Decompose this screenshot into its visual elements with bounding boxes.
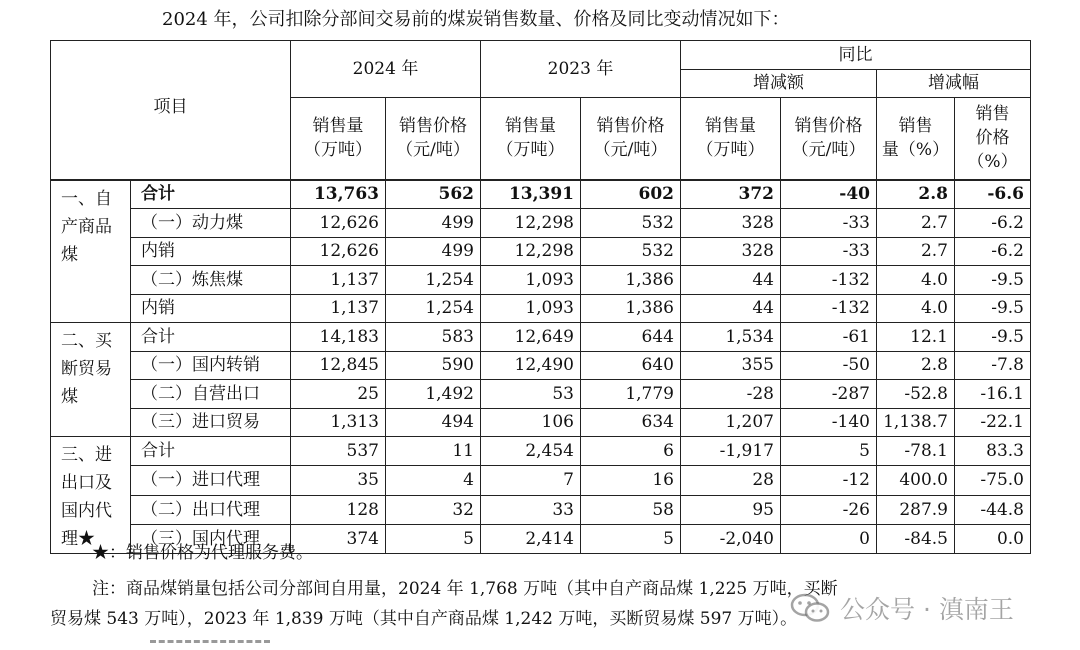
coal-sales-table xyxy=(50,40,1031,554)
cell-value: -75.0 xyxy=(955,466,1031,495)
cell-value: -6.2 xyxy=(955,209,1031,238)
cell-value: -9.5 xyxy=(955,323,1031,352)
header-price-rate: 销售 价格 （%） xyxy=(955,98,1031,180)
header-yoy: 同比 xyxy=(681,41,1031,70)
cell-value: 499 xyxy=(386,209,481,238)
cell-value: 0.0 xyxy=(955,524,1031,553)
cell-value: 2.7 xyxy=(877,237,955,266)
cell-value: -140 xyxy=(781,408,877,437)
cell-value: -132 xyxy=(781,294,877,323)
cell-value: 14,183 xyxy=(291,323,386,352)
cell-value: 7 xyxy=(481,466,581,495)
cell-value: 12,845 xyxy=(291,351,386,380)
cell-value: 33 xyxy=(481,495,581,524)
watermark-text: 公众号 · 滇南王 xyxy=(840,595,1014,624)
cell-value: -7.8 xyxy=(955,351,1031,380)
cell-value: -9.5 xyxy=(955,266,1031,295)
row-label: （二）自营出口 xyxy=(131,380,291,409)
cell-value: -52.8 xyxy=(877,380,955,409)
cell-value: 532 xyxy=(581,209,681,238)
cell-value: 32 xyxy=(386,495,481,524)
cell-value: 28 xyxy=(681,466,781,495)
cell-value: 644 xyxy=(581,323,681,352)
cell-value: 13,763 xyxy=(291,180,386,209)
wechat-icon xyxy=(790,592,830,624)
cell-value: 1,386 xyxy=(581,266,681,295)
cell-value: 1,492 xyxy=(386,380,481,409)
row-label: 内销 xyxy=(131,237,291,266)
header-volume-change: 销售量 （万吨） xyxy=(681,98,781,180)
cell-value: 355 xyxy=(681,351,781,380)
cell-value: -22.1 xyxy=(955,408,1031,437)
table-row xyxy=(51,380,1031,409)
cell-value: 2.7 xyxy=(877,209,955,238)
cell-value: 2,454 xyxy=(481,437,581,466)
header-project: 项目 xyxy=(51,41,291,180)
cell-value: 16 xyxy=(581,466,681,495)
cell-value: 1,137 xyxy=(291,266,386,295)
cell-value: 12,490 xyxy=(481,351,581,380)
cell-value: -287 xyxy=(781,380,877,409)
cell-value: -44.8 xyxy=(955,495,1031,524)
cell-value: 25 xyxy=(291,380,386,409)
cell-value: 12,626 xyxy=(291,209,386,238)
cell-value: -1,917 xyxy=(681,437,781,466)
header-volume-2023: 销售量 （万吨） xyxy=(481,98,581,180)
row-label: （二）出口代理 xyxy=(131,495,291,524)
cell-value: 328 xyxy=(681,237,781,266)
cell-value: 1,779 xyxy=(581,380,681,409)
header-price-2023: 销售价格 （元/吨） xyxy=(581,98,681,180)
cell-value: -78.1 xyxy=(877,437,955,466)
cell-value: 499 xyxy=(386,237,481,266)
row-label: 合计 xyxy=(131,180,291,209)
cell-value: 13,391 xyxy=(481,180,581,209)
cell-value: 374 xyxy=(291,524,386,553)
row-label: （一）进口代理 xyxy=(131,466,291,495)
cell-value: 532 xyxy=(581,237,681,266)
cell-value: 1,534 xyxy=(681,323,781,352)
cell-value: 1,137 xyxy=(291,294,386,323)
cell-value: 4.0 xyxy=(877,266,955,295)
cell-value: 12.1 xyxy=(877,323,955,352)
cell-value: 1,138.7 xyxy=(877,408,955,437)
header-2023: 2023 年 xyxy=(481,41,681,98)
cell-value: -28 xyxy=(681,380,781,409)
star-note: ★：销售价格为代理服务费。 xyxy=(92,543,313,563)
cell-value: 95 xyxy=(681,495,781,524)
group-label: 二、买断贸易煤 xyxy=(51,323,131,437)
cell-value: 12,298 xyxy=(481,209,581,238)
header-change-rate: 增减幅 xyxy=(877,69,1031,98)
row-label: （三）国内代理 xyxy=(131,524,291,553)
cell-value: 372 xyxy=(681,180,781,209)
intro-text: 2024 年，公司扣除分部间交易前的煤炭销售数量、价格及同比变动情况如下： xyxy=(162,9,790,30)
cell-value: 634 xyxy=(581,408,681,437)
cell-value: 53 xyxy=(481,380,581,409)
cell-value: 1,254 xyxy=(386,266,481,295)
cell-value: -84.5 xyxy=(877,524,955,553)
cell-value: 6 xyxy=(581,437,681,466)
row-label: 合计 xyxy=(131,437,291,466)
cell-value: -50 xyxy=(781,351,877,380)
cell-value: -40 xyxy=(781,180,877,209)
cell-value: -9.5 xyxy=(955,294,1031,323)
note-line-1: 注：商品煤销量包括公司分部间自用量，2024 年 1,768 万吨（其中自产商品煤 1,225 万吨，买断 xyxy=(92,579,838,599)
group-label: 三、进出口及国内代理★ xyxy=(51,437,131,554)
cell-value: 640 xyxy=(581,351,681,380)
cell-value: -132 xyxy=(781,266,877,295)
table-row xyxy=(51,237,1031,266)
cell-value: 58 xyxy=(581,495,681,524)
cell-value: 537 xyxy=(291,437,386,466)
group-label: 一、自产商品煤 xyxy=(51,180,131,323)
header-price-2024: 销售价格 （元/吨） xyxy=(386,98,481,180)
cell-value: -33 xyxy=(781,209,877,238)
cell-value: 2,414 xyxy=(481,524,581,553)
cell-value: 0 xyxy=(781,524,877,553)
row-label: 内销 xyxy=(131,294,291,323)
table-row xyxy=(51,495,1031,524)
cell-value: 1,386 xyxy=(581,294,681,323)
header-volume-2024: 销售量 （万吨） xyxy=(291,98,386,180)
header-2024: 2024 年 xyxy=(291,41,481,98)
cell-value: 4.0 xyxy=(877,294,955,323)
row-label: 合计 xyxy=(131,323,291,352)
cell-value: 590 xyxy=(386,351,481,380)
row-label: （一）国内转销 xyxy=(131,351,291,380)
cell-value: 400.0 xyxy=(877,466,955,495)
cell-value: 12,298 xyxy=(481,237,581,266)
table-row xyxy=(51,294,1031,323)
row-label: （二）炼焦煤 xyxy=(131,266,291,295)
row-label: （三）进口贸易 xyxy=(131,408,291,437)
cell-value: 1,093 xyxy=(481,266,581,295)
cell-value: -33 xyxy=(781,237,877,266)
cell-value: 44 xyxy=(681,294,781,323)
cell-value: 128 xyxy=(291,495,386,524)
cell-value: 11 xyxy=(386,437,481,466)
cell-value: 2.8 xyxy=(877,180,955,209)
cell-value: 83.3 xyxy=(955,437,1031,466)
cell-value: 5 xyxy=(581,524,681,553)
table-row xyxy=(51,437,1031,466)
cell-value: -2,040 xyxy=(681,524,781,553)
cell-value: -16.1 xyxy=(955,380,1031,409)
cell-value: 35 xyxy=(291,466,386,495)
table-row xyxy=(51,408,1031,437)
cell-value: 1,093 xyxy=(481,294,581,323)
cell-value: 2.8 xyxy=(877,351,955,380)
table-row xyxy=(51,180,1031,209)
cell-value: 602 xyxy=(581,180,681,209)
cell-value: 1,313 xyxy=(291,408,386,437)
cropped-heading-fragment xyxy=(150,640,270,650)
cell-value: 5 xyxy=(781,437,877,466)
header-volume-rate: 销售 量（%） xyxy=(877,98,955,180)
header-price-change: 销售价格 （元/吨） xyxy=(781,98,877,180)
cell-value: 1,207 xyxy=(681,408,781,437)
note-line-2: 贸易煤 543 万吨），2023 年 1,839 万吨（其中自产商品煤 1,242 万吨，买断贸易煤 597 万吨）。 xyxy=(50,609,798,629)
header-change-amount: 增减额 xyxy=(681,69,877,98)
cell-value: 494 xyxy=(386,408,481,437)
cell-value: -26 xyxy=(781,495,877,524)
cell-value: -6.6 xyxy=(955,180,1031,209)
cell-value: 328 xyxy=(681,209,781,238)
cell-value: 1,254 xyxy=(386,294,481,323)
watermark xyxy=(790,590,1014,626)
table-row xyxy=(51,466,1031,495)
table-row xyxy=(51,351,1031,380)
cell-value: 4 xyxy=(386,466,481,495)
cell-value: 583 xyxy=(386,323,481,352)
cell-value: -61 xyxy=(781,323,877,352)
cell-value: 12,649 xyxy=(481,323,581,352)
cell-value: -6.2 xyxy=(955,237,1031,266)
table-row xyxy=(51,209,1031,238)
cell-value: 562 xyxy=(386,180,481,209)
row-label: （一）动力煤 xyxy=(131,209,291,238)
cell-value: -12 xyxy=(781,466,877,495)
cell-value: 5 xyxy=(386,524,481,553)
table-row xyxy=(51,323,1031,352)
cell-value: 12,626 xyxy=(291,237,386,266)
cell-value: 44 xyxy=(681,266,781,295)
table-body xyxy=(51,180,1031,554)
table-row xyxy=(51,266,1031,295)
cell-value: 287.9 xyxy=(877,495,955,524)
cell-value: 106 xyxy=(481,408,581,437)
